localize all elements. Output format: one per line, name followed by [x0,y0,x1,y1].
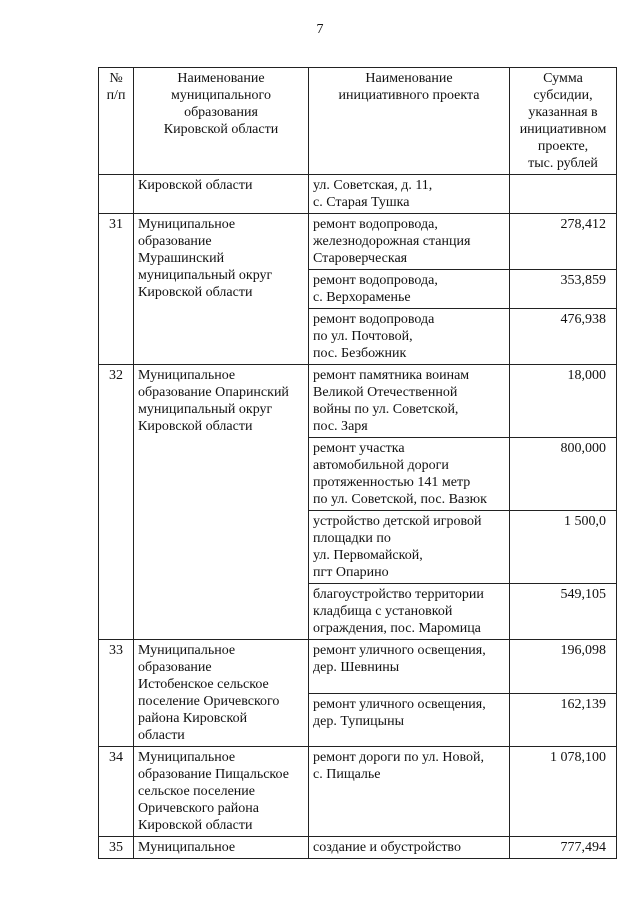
table-row [99,747,617,837]
project-name: создание и обустройство [309,837,510,859]
municipality-name: Муниципальное образование Мурашинский муниципальный округ Кировской области [134,214,309,365]
subsidy-sum: 353,859 [510,270,617,309]
project-name: ул. Советская, д. 11, с. Старая Тушка [309,175,510,214]
row-number: 35 [99,837,134,859]
project-name: благоустройство территории кладбища с установкой ограждения, пос. Маромица [309,584,510,640]
header-num: № п/п [99,68,134,175]
subsidy-sum: 162,139 [510,693,617,747]
subsidy-sum: 800,000 [510,438,617,511]
municipality-name: Муниципальное образование Пищальское сельское поселение Оричевского района Кировской области [134,747,309,837]
project-name: ремонт уличного освещения, дер. Тупицыны [309,693,510,747]
project-name: ремонт уличного освещения, дер. Шевнины [309,640,510,694]
project-name: устройство детской игровой площадки по ул. Первомайской, пгт Опарино [309,511,510,584]
subsidy-sum: 476,938 [510,309,617,365]
row-number: 31 [99,214,134,365]
page-number: 7 [316,22,324,37]
subsidy-sum: 1 078,100 [510,747,617,837]
project-name: ремонт водопровода по ул. Почтовой, пос. Безбожник [309,309,510,365]
subsidy-sum: 18,000 [510,365,617,438]
row-number: 33 [99,640,134,747]
header-sum: Сумма субсидии, указанная в инициативном проекте, тыс. рублей [510,68,617,175]
subsidy-sum: 278,412 [510,214,617,270]
table-header-row [99,68,617,175]
table-row [99,175,617,214]
table-row [99,640,617,694]
municipality-name: Муниципальное образование Опаринский муниципальный округ Кировской области [134,365,309,640]
header-project: Наименование инициативного проекта [309,68,510,175]
subsidy-sum: 1 500,0 [510,511,617,584]
project-name: ремонт памятника воинам Великой Отечественной войны по ул. Советской, пос. Заря [309,365,510,438]
subsidy-sum: 549,105 [510,584,617,640]
municipality-name: Муниципальное образование Истобенское сельское поселение Оричевского района Кировской области [134,640,309,747]
header-municipality: Наименование муниципального образования Кировской области [134,68,309,175]
municipality-name: Муниципальное [134,837,309,859]
table-row [99,365,617,438]
project-name: ремонт водопровода, железнодорожная станция Староверческая [309,214,510,270]
row-number: 34 [99,747,134,837]
row-number [99,175,134,214]
project-name: ремонт водопровода, с. Верхораменье [309,270,510,309]
table-row [99,837,617,859]
subsidy-table [98,67,617,859]
subsidy-sum: 196,098 [510,640,617,694]
row-number: 32 [99,365,134,640]
subsidy-sum [510,175,617,214]
subsidy-sum: 777,494 [510,837,617,859]
municipality-name: Кировской области [134,175,309,214]
table-row [99,214,617,270]
project-name: ремонт участка автомобильной дороги протяженностью 141 метр по ул. Советской, пос. Вазюк [309,438,510,511]
project-name: ремонт дороги по ул. Новой, с. Пищалье [309,747,510,837]
